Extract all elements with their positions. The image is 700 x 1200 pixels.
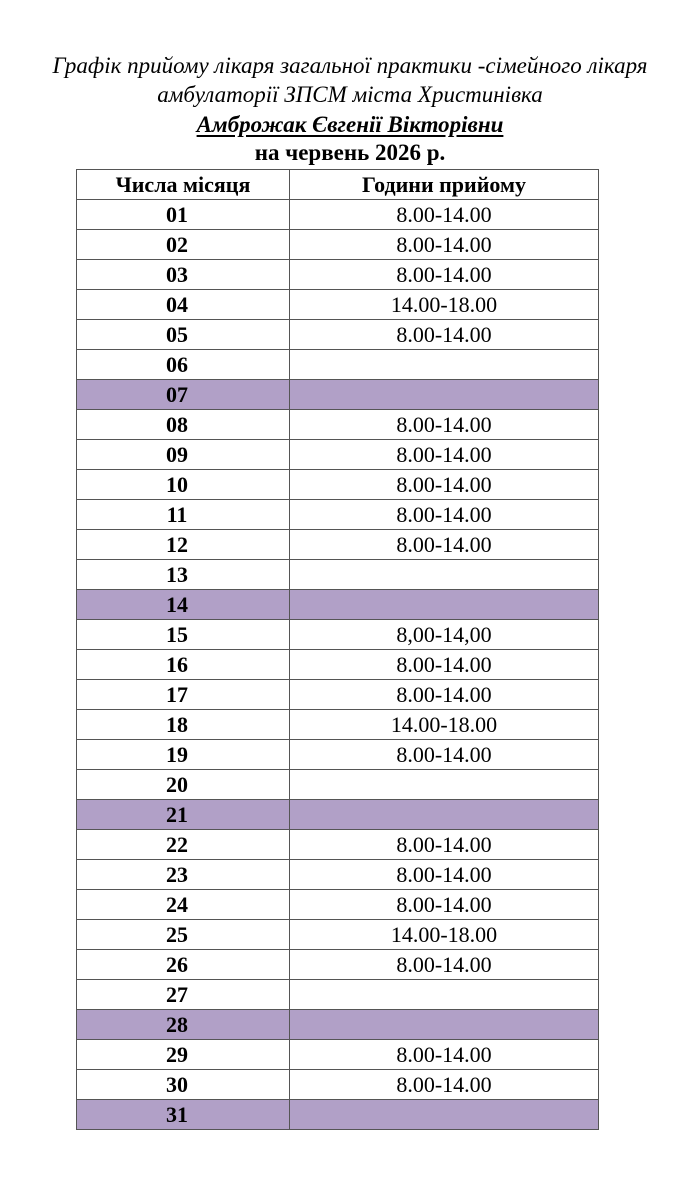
table-row <box>77 1010 599 1040</box>
table-row <box>77 560 599 590</box>
doctor-name: Амброжак Євгенії Вікторівни <box>196 112 504 137</box>
table-row <box>77 380 599 410</box>
hours-cell: 8.00-14.00 <box>290 470 599 500</box>
day-cell: 29 <box>77 1040 290 1070</box>
table-row <box>77 920 599 950</box>
hours-cell: 8,00-14,00 <box>290 620 599 650</box>
day-cell: 18 <box>77 710 290 740</box>
hours-cell <box>290 590 599 620</box>
day-cell: 07 <box>77 380 290 410</box>
hours-cell: 8.00-14.00 <box>290 230 599 260</box>
table-row <box>77 1040 599 1070</box>
day-cell: 01 <box>77 200 290 230</box>
table-row <box>77 500 599 530</box>
day-cell: 21 <box>77 800 290 830</box>
hours-cell <box>290 350 599 380</box>
hours-cell: 8.00-14.00 <box>290 650 599 680</box>
day-cell: 23 <box>77 860 290 890</box>
hours-cell: 8.00-14.00 <box>290 530 599 560</box>
hours-cell: 8.00-14.00 <box>290 200 599 230</box>
hours-cell <box>290 1100 599 1130</box>
day-cell: 10 <box>77 470 290 500</box>
table-header-row <box>77 170 599 200</box>
hours-cell <box>290 980 599 1010</box>
day-cell: 06 <box>77 350 290 380</box>
day-cell: 16 <box>77 650 290 680</box>
hours-cell: 14.00-18.00 <box>290 290 599 320</box>
day-cell: 11 <box>77 500 290 530</box>
schedule-table-body <box>77 200 599 1130</box>
day-cell: 14 <box>77 590 290 620</box>
table-row <box>77 650 599 680</box>
document-header <box>0 52 700 167</box>
day-cell: 08 <box>77 410 290 440</box>
day-cell: 12 <box>77 530 290 560</box>
day-cell: 30 <box>77 1070 290 1100</box>
hours-cell: 8.00-14.00 <box>290 680 599 710</box>
table-row <box>77 770 599 800</box>
day-cell: 17 <box>77 680 290 710</box>
schedule-month: на червень 2026 р. <box>254 140 446 165</box>
table-row <box>77 740 599 770</box>
hours-cell <box>290 560 599 590</box>
table-row <box>77 320 599 350</box>
hours-cell <box>290 800 599 830</box>
hours-cell: 8.00-14.00 <box>290 320 599 350</box>
hours-cell: 8.00-14.00 <box>290 950 599 980</box>
day-cell: 27 <box>77 980 290 1010</box>
day-cell: 31 <box>77 1100 290 1130</box>
table-row <box>77 230 599 260</box>
hours-cell: 14.00-18.00 <box>290 920 599 950</box>
table-row <box>77 830 599 860</box>
table-row <box>77 890 599 920</box>
schedule-table <box>76 169 599 1130</box>
day-cell: 04 <box>77 290 290 320</box>
table-row <box>77 710 599 740</box>
table-row <box>77 410 599 440</box>
table-row <box>77 980 599 1010</box>
table-row <box>77 620 599 650</box>
hours-cell: 8.00-14.00 <box>290 1040 599 1070</box>
hours-cell: 8.00-14.00 <box>290 890 599 920</box>
hours-cell: 8.00-14.00 <box>290 860 599 890</box>
table-row <box>77 290 599 320</box>
hours-cell: 8.00-14.00 <box>290 440 599 470</box>
day-cell: 20 <box>77 770 290 800</box>
hours-cell: 8.00-14.00 <box>290 260 599 290</box>
day-cell: 28 <box>77 1010 290 1040</box>
table-row <box>77 350 599 380</box>
hours-cell: 8.00-14.00 <box>290 500 599 530</box>
hours-cell: 14.00-18.00 <box>290 710 599 740</box>
schedule-title-line1: Графік прийому лікаря загальної практики -сімейного лікаря <box>52 53 648 78</box>
hours-cell: 8.00-14.00 <box>290 830 599 860</box>
day-cell: 24 <box>77 890 290 920</box>
day-cell: 13 <box>77 560 290 590</box>
table-row <box>77 950 599 980</box>
table-row <box>77 800 599 830</box>
column-header-hours: Години прийому <box>290 170 599 200</box>
hours-cell: 8.00-14.00 <box>290 410 599 440</box>
hours-cell <box>290 1010 599 1040</box>
table-row <box>77 530 599 560</box>
day-cell: 25 <box>77 920 290 950</box>
column-header-day: Числа місяця <box>77 170 290 200</box>
day-cell: 19 <box>77 740 290 770</box>
table-row <box>77 200 599 230</box>
hours-cell <box>290 770 599 800</box>
table-row <box>77 440 599 470</box>
schedule-title-line2: амбулаторії ЗПСМ міста Христинівка <box>157 82 543 107</box>
hours-cell: 8.00-14.00 <box>290 1070 599 1100</box>
hours-cell <box>290 380 599 410</box>
day-cell: 22 <box>77 830 290 860</box>
hours-cell: 8.00-14.00 <box>290 740 599 770</box>
table-row <box>77 260 599 290</box>
table-row <box>77 1070 599 1100</box>
table-row <box>77 1100 599 1130</box>
table-row <box>77 470 599 500</box>
day-cell: 05 <box>77 320 290 350</box>
day-cell: 03 <box>77 260 290 290</box>
table-row <box>77 680 599 710</box>
table-row <box>77 860 599 890</box>
day-cell: 09 <box>77 440 290 470</box>
day-cell: 15 <box>77 620 290 650</box>
table-row <box>77 590 599 620</box>
day-cell: 02 <box>77 230 290 260</box>
day-cell: 26 <box>77 950 290 980</box>
